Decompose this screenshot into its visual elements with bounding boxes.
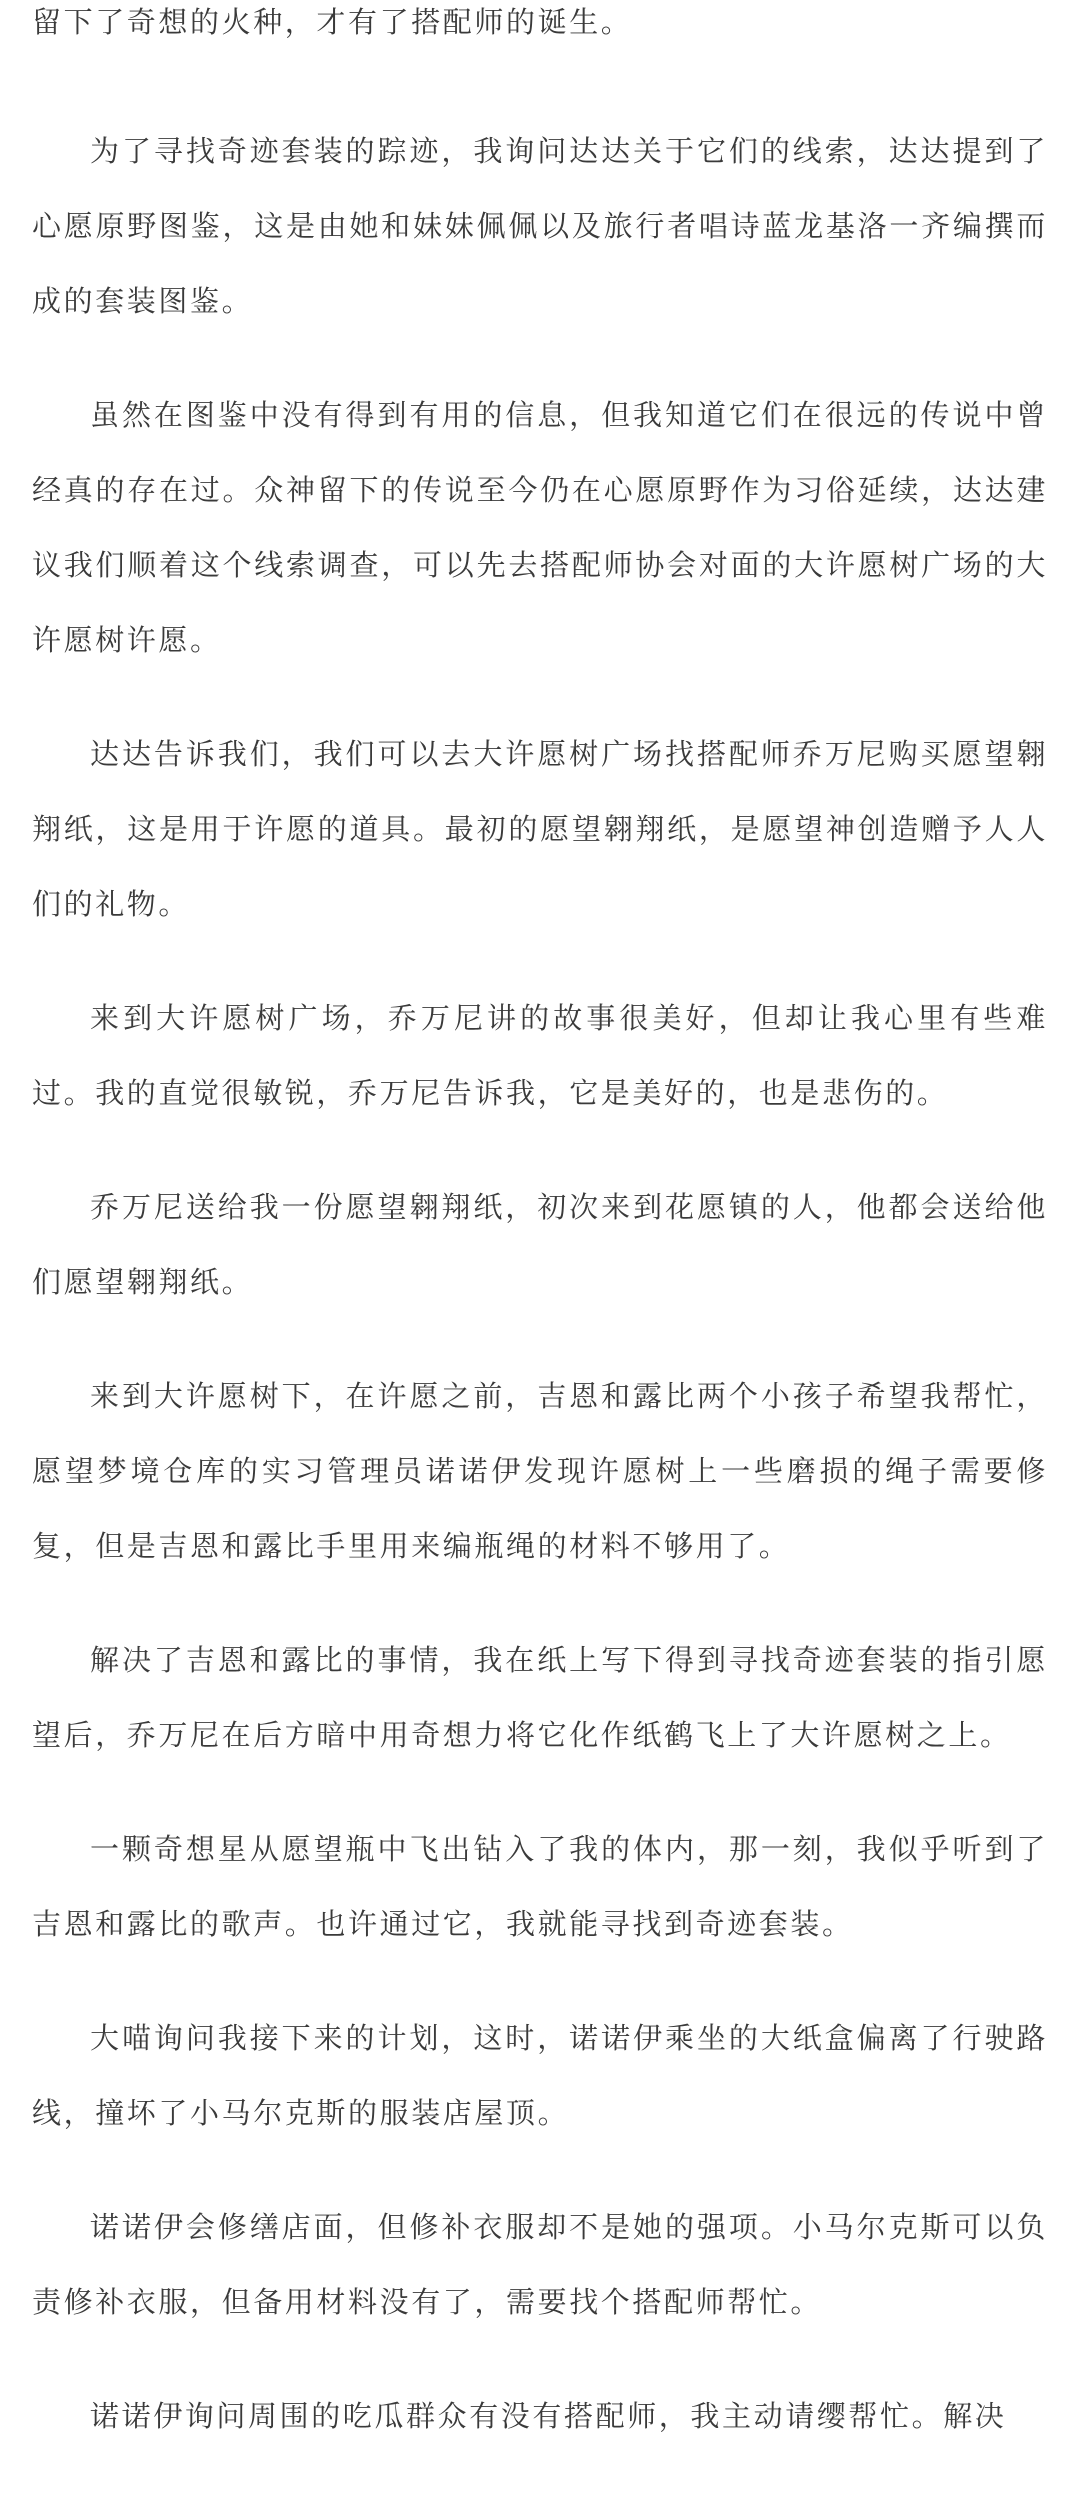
paragraph-12: 诺诺伊询问周围的吃瓜群众有没有搭配师，我主动请缨帮忙。解决: [90, 2399, 1007, 2433]
paragraph-3: 虽然在图鉴中没有得到有用的信息，但我知道它们在很远的传说中曾经真的存在过。众神留下的传说至今仍在心愿原野作为习俗延续，达达建议我们顺着这个线索调查，可以先去搭配师协会对面的大许愿树广场的大许愿树许愿。: [32, 398, 1048, 657]
paragraph-4: 达达告诉我们，我们可以去大许愿树广场找搭配师乔万尼购买愿望翱翔纸，这是用于许愿的道具。最初的愿望翱翔纸，是愿望神创造赠予人人们的礼物。: [32, 737, 1048, 921]
paragraph-10: 大喵询问我接下来的计划，这时，诺诺伊乘坐的大纸盒偏离了行驶路线，撞坏了小马尔克斯的服装店屋顶。: [32, 2021, 1048, 2130]
paragraph-5: 来到大许愿树广场，乔万尼讲的故事很美好，但却让我心里有些难过。我的直觉很敏锐，乔万尼告诉我，它是美好的，也是悲伤的。: [32, 1001, 1048, 1110]
paragraph-11: 诺诺伊会修缮店面，但修补衣服却不是她的强项。小马尔克斯可以负责修补衣服，但备用材料没有了，需要找个搭配师帮忙。: [32, 2210, 1048, 2319]
paragraph-1: 留下了奇想的火种，才有了搭配师的诞生。: [32, 5, 633, 39]
paragraph-7: 来到大许愿树下，在许愿之前，吉恩和露比两个小孩子希望我帮忙，愿望梦境仓库的实习管理员诺诺伊发现许愿树上一些磨损的绳子需要修复，但是吉恩和露比手里用来编瓶绳的材料不够用了。: [32, 1379, 1048, 1563]
paragraph-9: 一颗奇想星从愿望瓶中飞出钻入了我的体内，那一刻，我似乎听到了吉恩和露比的歌声。也许通过它，我就能寻找到奇迹套装。: [32, 1832, 1048, 1941]
paragraph-8: 解决了吉恩和露比的事情，我在纸上写下得到寻找奇迹套装的指引愿望后，乔万尼在后方暗中用奇想力将它化作纸鹤飞上了大许愿树之上。: [32, 1643, 1048, 1752]
paragraph-2: 为了寻找奇迹套装的踪迹，我询问达达关于它们的线索，达达提到了心愿原野图鉴，这是由她和妹妹佩佩以及旅行者唱诗蓝龙基洛一齐编撰而成的套装图鉴。: [32, 134, 1048, 318]
paragraph-6: 乔万尼送给我一份愿望翱翔纸，初次来到花愿镇的人，他都会送给他们愿望翱翔纸。: [32, 1190, 1048, 1299]
